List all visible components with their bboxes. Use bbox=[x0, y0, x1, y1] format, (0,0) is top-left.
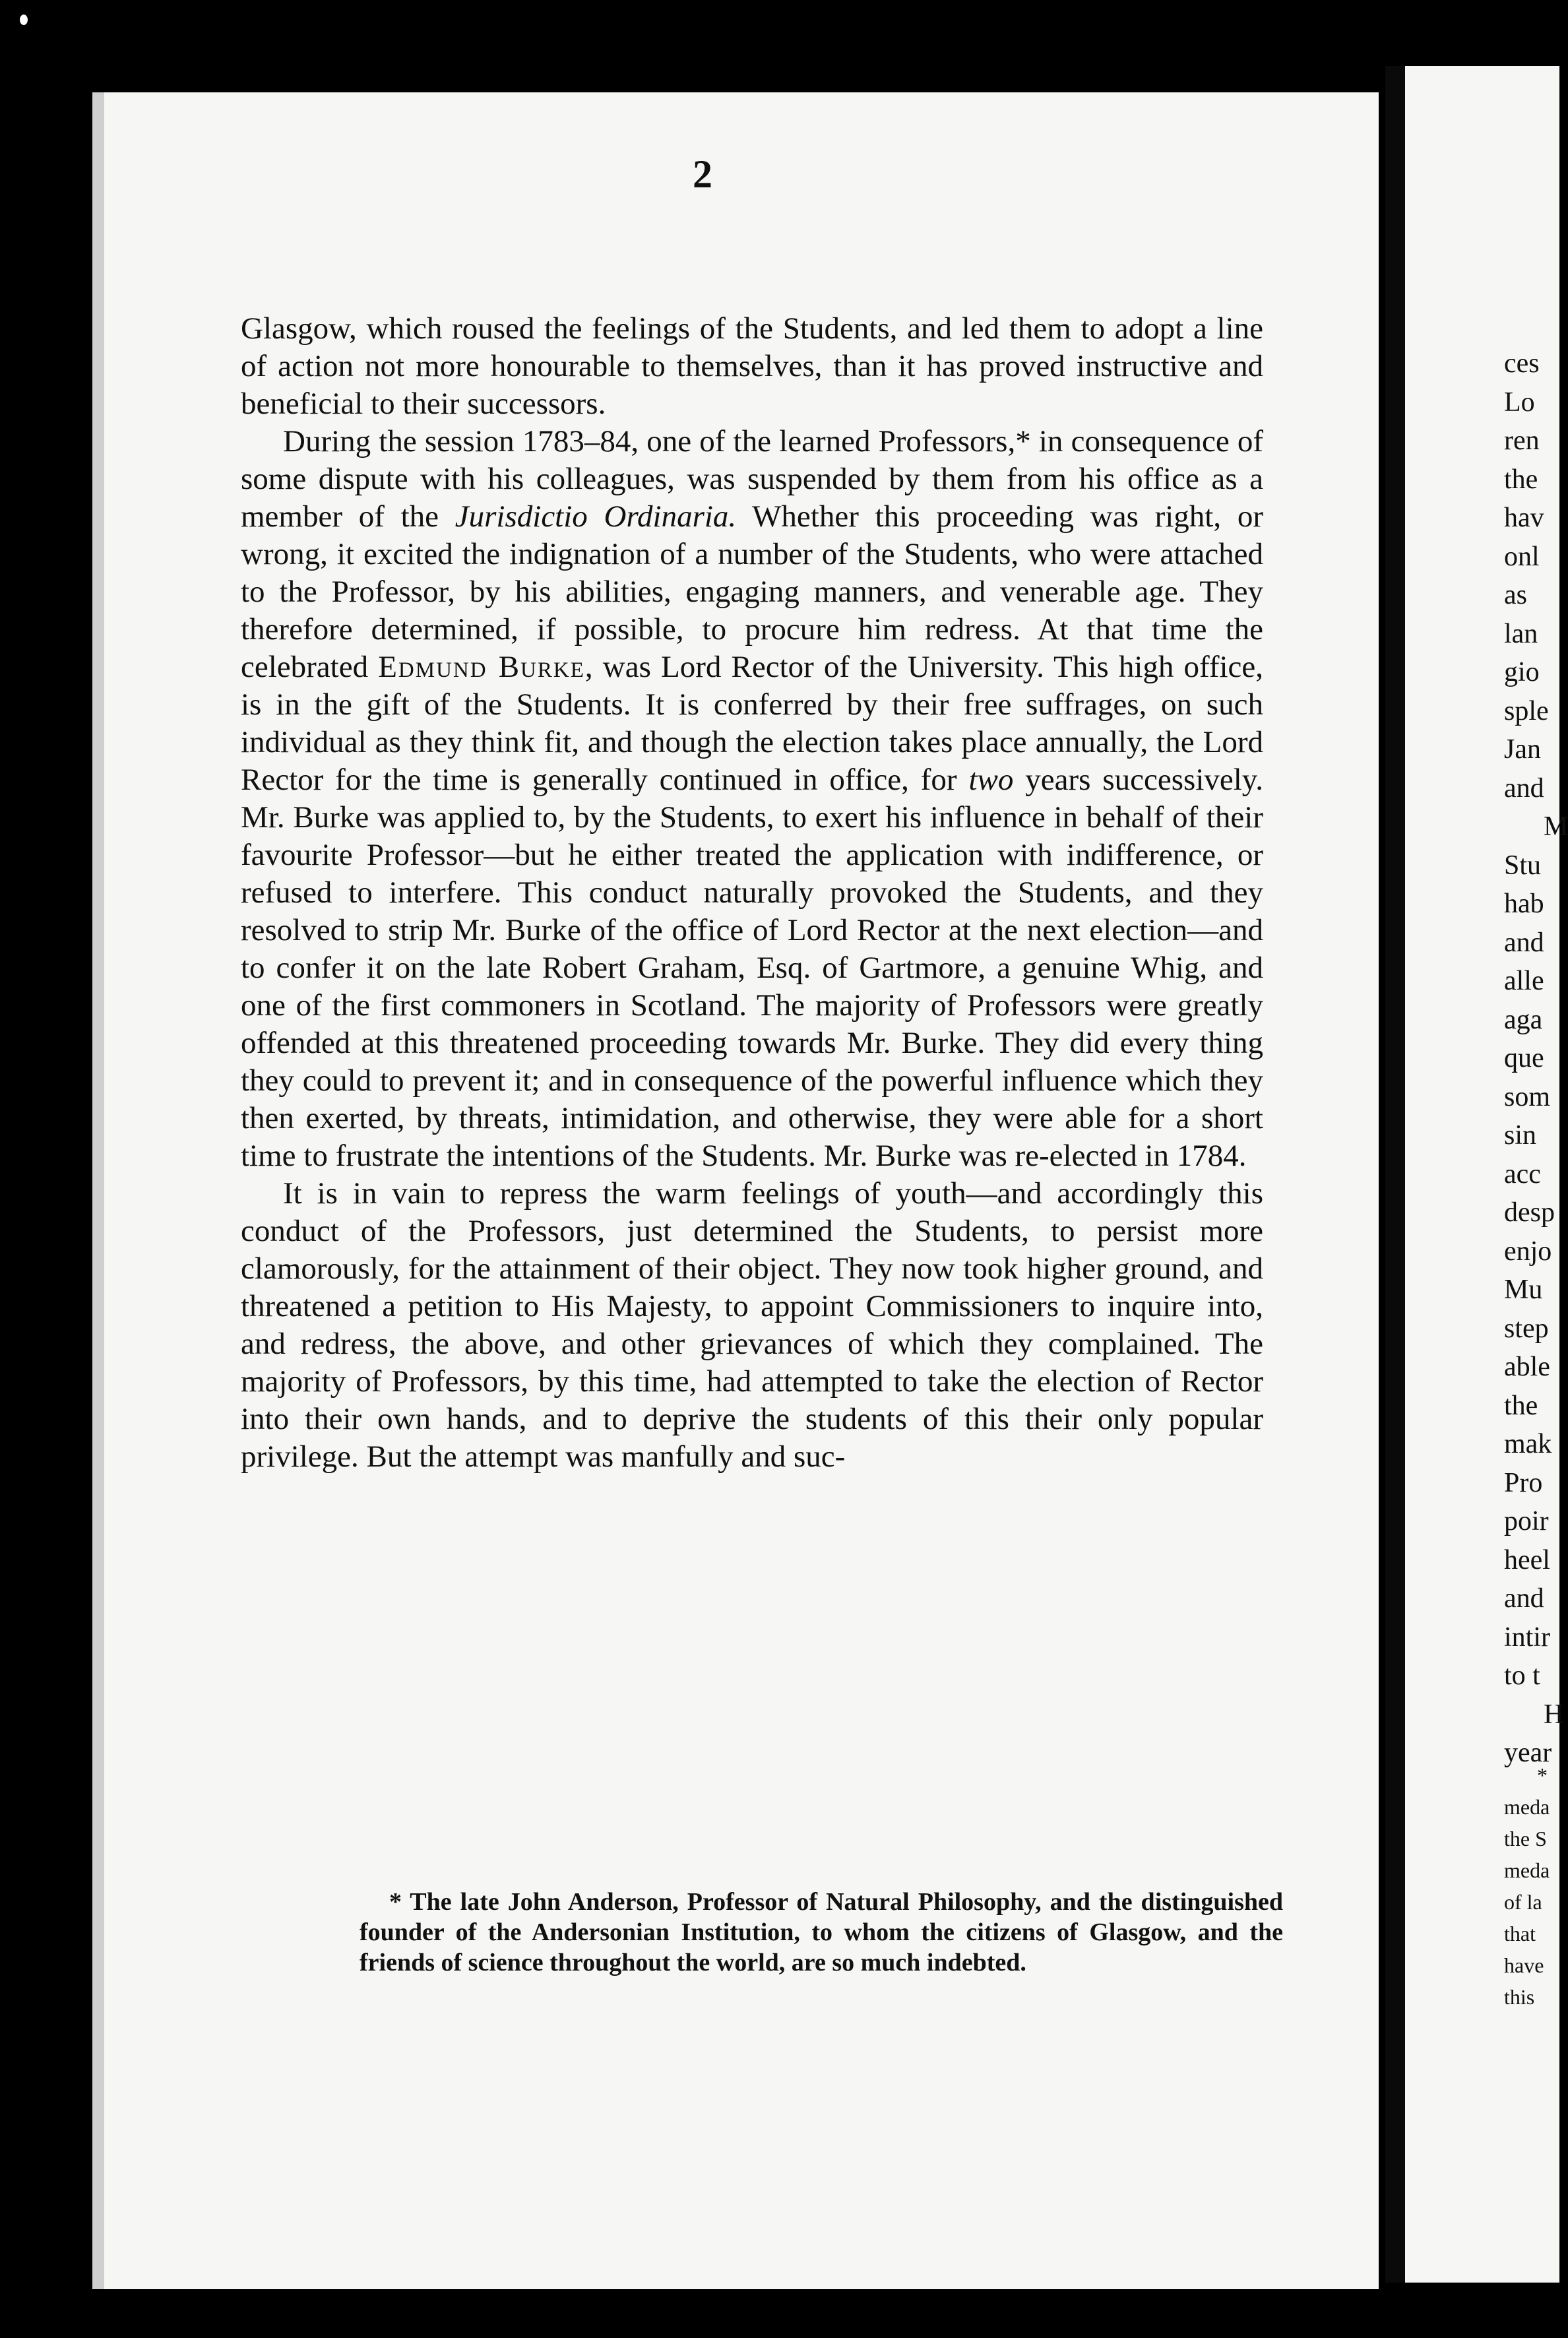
adjacent-page-line: alle bbox=[1504, 966, 1544, 996]
adjacent-page-line: as bbox=[1504, 580, 1527, 610]
paragraph-3: It is in vain to repress the warm feelings of youth—and accordingly this conduct of the Professors, just determined the Students, to persist more clamorously, for the attainment of their object. They now took higher ground, and threatened a petition to His Majesty, to appoint Commissioners to inquire into, and redress, the above, and other grievances of which they complained. The majority of Professors, by this time, had attempted to take the election of Rector into their own hands, and to deprive the students of this their only popular privilege. But the attempt was manfully and suc- bbox=[241, 1176, 1263, 1474]
adjacent-page-line: enjo bbox=[1504, 1236, 1552, 1267]
adjacent-page-line: poir bbox=[1504, 1506, 1549, 1536]
paragraph-2 bbox=[241, 423, 1263, 1175]
paragraph-1: Glasgow, which roused the feelings of the Students, and led them to adopt a line of action not more honourable to themselves, than it has proved instructive and beneficial to their successors. bbox=[241, 311, 1263, 421]
adjacent-page-line: som bbox=[1504, 1081, 1551, 1112]
adjacent-page-edge bbox=[1405, 66, 1568, 2283]
paragraph-2-italic-term: Jurisdictio Ordinaria. bbox=[455, 499, 737, 534]
paragraph-2-part-a: During the session 1783–84, one of the learned Professors,* in consequence of some dispute with his colleagues, was suspended by them from his office as a member of the bbox=[241, 424, 1263, 534]
adjacent-page-line: sin bbox=[1504, 1120, 1537, 1151]
adjacent-page-line: mak bbox=[1504, 1429, 1552, 1459]
paragraph-2-part-c: Whether this proceeding was right, or wrong, it excited the indignation of a number of the Students, who were attached to the Professor, by his abilities, engaging manners, and venerable age. They therefore determined, if possible, to procure him redress. At that time the celebrated bbox=[241, 499, 1263, 684]
adjacent-page-line: ces bbox=[1504, 348, 1540, 379]
adjacent-page-line: que bbox=[1504, 1043, 1544, 1073]
adjacent-page-line: gio bbox=[1504, 657, 1540, 687]
page-number: 2 bbox=[693, 152, 712, 196]
adjacent-page-line: step bbox=[1504, 1313, 1549, 1344]
adjacent-page-line: and bbox=[1504, 773, 1544, 804]
paragraph-2-part-e: , was Lord Rector of the University. This high office, is in the gift of the Students. It is conferred by their free suffrages, on such individual as they think fit, and though the election takes place annually, the Lord Rector for the time is generally continued in office, for bbox=[241, 650, 1264, 797]
adjacent-page-line: lan bbox=[1504, 618, 1538, 649]
adjacent-page-line: heel bbox=[1504, 1544, 1550, 1575]
adjacent-page-line: H bbox=[1544, 1699, 1564, 1730]
book-gutter bbox=[1385, 66, 1405, 2283]
paragraph-2-name-smallcaps: Edmund Burke bbox=[378, 650, 585, 684]
adjacent-page-line: and bbox=[1504, 927, 1544, 958]
adjacent-page-line: year bbox=[1504, 1738, 1552, 1768]
paragraph-2-italic-word: two bbox=[968, 763, 1014, 797]
adjacent-page-line: Stu bbox=[1504, 850, 1542, 881]
adjacent-page-line: and bbox=[1504, 1583, 1544, 1614]
adjacent-page-line: onl bbox=[1504, 541, 1540, 572]
footnote-text: * The late John Anderson, Professor of Natural Philosophy, and the distinguished founder of the Andersonian Institution, to whom the citizens of Glasgow, and the friends of science throughout the world, are so much indebted. bbox=[360, 1888, 1283, 1976]
adjacent-page-line: Mu bbox=[1504, 1275, 1543, 1305]
adjacent-page-line: M bbox=[1544, 811, 1568, 842]
footnote bbox=[360, 1887, 1283, 1978]
adjacent-page-line: the bbox=[1504, 464, 1538, 495]
scan-margin-mark bbox=[20, 15, 28, 25]
adjacent-page-footnote-line: that bbox=[1504, 1922, 1536, 1945]
adjacent-page-line: ren bbox=[1504, 426, 1540, 456]
adjacent-page-footnote-line: * bbox=[1537, 1763, 1548, 1787]
adjacent-page-line: to t bbox=[1504, 1660, 1540, 1691]
adjacent-page-footnote-line: meda bbox=[1504, 1795, 1550, 1819]
adjacent-page-line: aga bbox=[1504, 1004, 1543, 1035]
adjacent-page-footnote-line: have bbox=[1504, 1953, 1544, 1977]
adjacent-page-line: Jan bbox=[1504, 734, 1541, 765]
adjacent-page-line: hav bbox=[1504, 503, 1544, 533]
adjacent-page-footnote-line: of la bbox=[1504, 1890, 1542, 1914]
adjacent-page-line: Pro bbox=[1504, 1467, 1543, 1498]
adjacent-page-footnote-line: the S bbox=[1504, 1827, 1547, 1850]
adjacent-page-line: acc bbox=[1504, 1158, 1541, 1189]
adjacent-page-line: the bbox=[1504, 1390, 1538, 1421]
adjacent-page-line: Lo bbox=[1504, 387, 1535, 418]
adjacent-page-footnote-line: meda bbox=[1504, 1858, 1550, 1882]
adjacent-page-line: intir bbox=[1504, 1622, 1550, 1653]
adjacent-page-footnote-line: this bbox=[1504, 1985, 1535, 2009]
adjacent-page-line: hab bbox=[1504, 889, 1544, 919]
body-text bbox=[241, 310, 1263, 1476]
paragraph-2-part-g: years successively. Mr. Burke was applied to, by the Students, to exert his influence in behalf of their favourite Professor—but he either treated the application with indifference, or refused to interfere. This conduct naturally provoked the Students, and they resolved to strip Mr. Burke of the office of Lord Rector at the next election—and to confer it on the late Robert Graham, Esq. of Gartmore, a genuine Whig, and one of the first commoners in Scotland. The majority of Professors were greatly offended at this threatened proceeding towards Mr. Burke. They did every thing they could to prevent it; and in consequence of the powerful influence which they then exerted, by threats, intimidation, and otherwise, they were able for a short time to frustrate the intentions of the Students. Mr. Burke was re-elected in 1784. bbox=[241, 763, 1263, 1173]
adjacent-page-line: able bbox=[1504, 1352, 1550, 1382]
adjacent-page-line: desp bbox=[1504, 1197, 1555, 1228]
adjacent-page-line: sple bbox=[1504, 695, 1549, 726]
